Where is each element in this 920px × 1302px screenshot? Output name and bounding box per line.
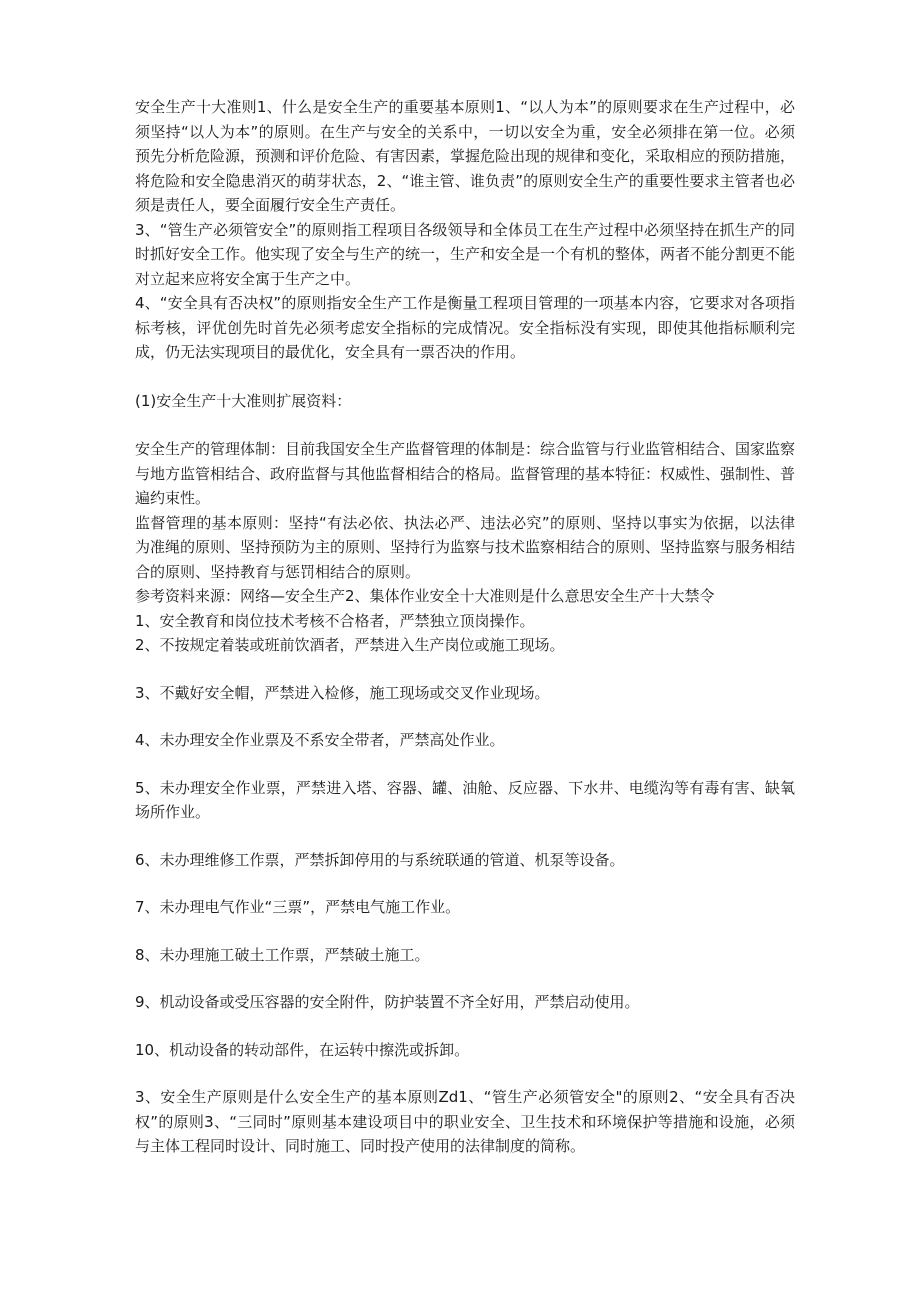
list-item: 9、机动设备或受压容器的安全附件，防护装置不齐全好用，严禁启动使用。 [135,993,640,1011]
list-item: 5、未办理安全作业票，严禁进入塔、容器、罐、油舱、反应器、下水井、电缆沟等有毒有害、缺氧场所作业。 [135,778,795,821]
list-item: 6、未办理维修工作票，严禁拆卸停用的与系统联通的管道、机泵等设备。 [135,850,625,869]
document-body [135,95,795,1159]
list-item: 2、不按规定着装或班前饮酒者，严禁进入生产岗位或施工现场。 [135,636,565,654]
paragraph-intro: 安全生产十大准则1、什么是安全生产的重要基本原则1、“以人为本”的原则要求在生产过程中，必须坚持“以人为本”的原则。在生产与安全的关系中，一切以安全为重，安全必须排在第一位。必须预先分析危险源，预测和评价危险、有害因素，掌握危险出现的规律和变化，采取相应的预防措施，将危险和安全隐患消灭的萌芽状态，2、“谁主管、谁负责”的原则安全生产的重要性要求主管者也必须是责任人，要全面履行安全生产责任。 [135,98,796,214]
paragraph-safety-principles: 3、安全生产原则是什么安全生产的基本原则Zd1、“管生产必须管安全"的原则2、“安全具有否决权”的原则3、“三同时”原则基本建设项目中的职业安全、卫生技术和环境保护等措施和设施，必须与主体工程同时设计、同时施工、同时投产使用的法律制度的简称。 [135,1088,795,1155]
list-item: 10、机动设备的转动部件，在运转中擦洗或拆卸。 [135,1040,470,1059]
list-item: 7、未办理电气作业“三票”，严禁电气施工作业。 [135,898,461,916]
paragraph-management-system: 安全生产的管理体制：目前我国安全生产监督管理的体制是：综合监管与行业监管相结合、国家监察与地方监管相结合、政府监督与其他监督相结合的格局。监督管理的基本特征：权威性、强制性、普遍约束性。 [135,440,796,507]
paragraph-supervision-principles: 监督管理的基本原则：坚持“有法必依、执法必严、违法必究”的原则、坚持以事实为依据，以法律为准绳的原则、坚持预防为主的原则、坚持行为监察与技术监察相结合的原则、坚持监察与服务相结合的原则、坚持教育与惩罚相结合的原则。 [135,513,796,581]
paragraph-extended-heading: (1)安全生产十大准则扩展资料： [135,391,352,410]
list-item: 8、未办理施工破土工作票，严禁破土施工。 [135,945,430,964]
list-item: 1、安全教育和岗位技术考核不合格者，严禁独立顶岗操作。 [135,611,535,630]
paragraph-principle-3: 3、“管生产必须管安全”的原则指工程项目各级领导和全体员工在生产过程中必须坚持在抓生产的同时抓好安全工作。他实现了安全与生产的统一，生产和安全是一个有机的整体，两者不能分割更不能对立起来应将安全寓于生产之中。 [135,220,796,288]
list-item: 3、不戴好安全帽，严禁进入检修，施工现场或交叉作业现场。 [135,683,550,702]
paragraph-reference-source: 参考资料来源：网络—安全生产2、集体作业安全十大准则是什么意思安全生产十大禁令 [135,587,715,605]
list-item: 4、未办理安全作业票及不系安全带者，严禁高处作业。 [135,731,505,749]
paragraph-principle-4: 4、“安全具有否决权”的原则指安全生产工作是衡量工程项目管理的一项基本内容，它要求对各项指标考核，评优创先时首先必须考虑安全指标的完成情况。安全指标没有实现，即使其他指标顺利完成，仍无法实现项目的最优化，安全具有一票否决的作用。 [135,294,795,361]
